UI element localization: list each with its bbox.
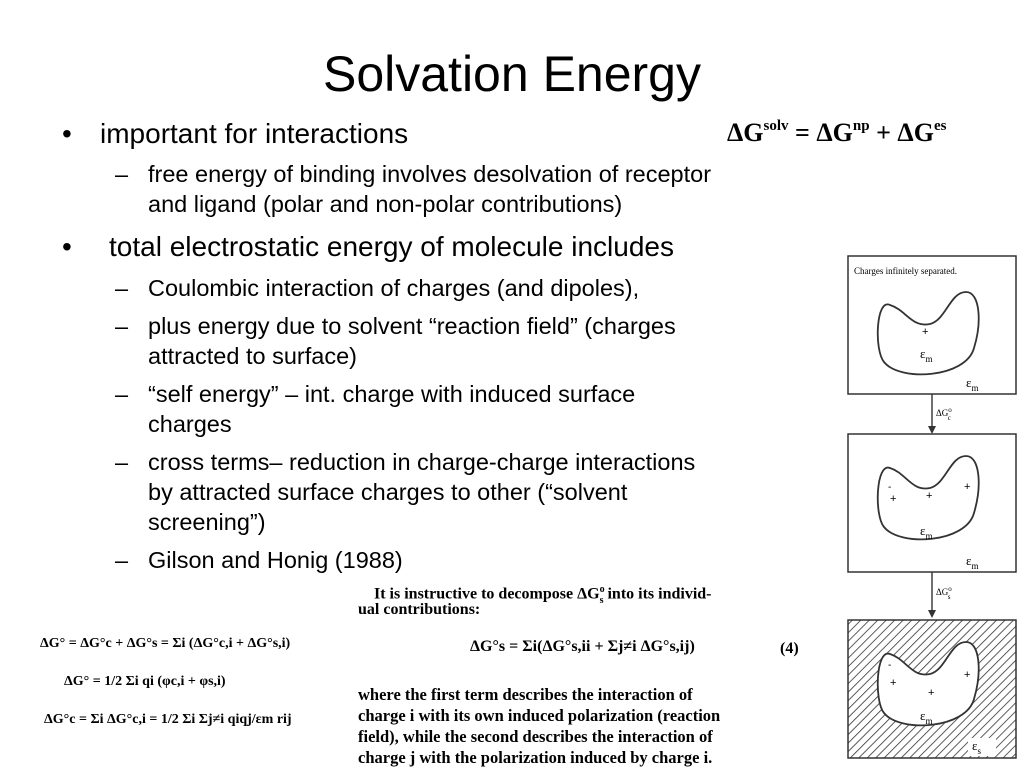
page-title: Solvation Energy <box>322 46 701 102</box>
sub-line: plus energy due to solvent “reaction field” (charges <box>148 313 676 339</box>
arrow-1-head <box>928 426 936 434</box>
charge-plus: + <box>964 481 971 493</box>
equation-4-number: (4) <box>780 640 799 657</box>
eps-m-label: $\varepsilon_m$ <box>920 708 933 726</box>
scan-sub: s <box>599 594 604 606</box>
dash: – <box>115 275 129 301</box>
dash: – <box>115 161 129 187</box>
bullet-1-text: important for interactions <box>100 118 409 149</box>
sub-line: Coulombic interaction of charges (and dipoles), <box>148 275 640 301</box>
charge-plus: + <box>928 687 935 699</box>
eps-m-outer-label: $\varepsilon_m$ <box>966 375 979 393</box>
dash: – <box>115 449 129 475</box>
arrow-1-label: $\Delta G^o$ c <box>936 406 952 422</box>
scan-text: It is instructive to decompose ΔG <box>374 585 600 603</box>
left-equation-3: ΔG°c = Σi ΔG°c,i = 1/2 Σi Σj≠i qiqj/εm rij <box>44 712 292 727</box>
dash: – <box>115 547 129 573</box>
eq-term: ΔG <box>727 118 764 147</box>
scan-paragraph <box>358 684 810 768</box>
box1-caption: Charges infinitely separated. <box>854 266 958 276</box>
sub-line: charges <box>148 411 232 437</box>
sub-line: by attracted surface charges to other (“solvent <box>148 479 628 505</box>
para-line: field), while the second describes the interaction of <box>358 727 713 746</box>
eq-term: ΔG <box>816 118 853 147</box>
bullet-dot: • <box>62 231 72 262</box>
charge-plus: + <box>890 677 897 689</box>
eps-m-outer-label: $\varepsilon_m$ <box>966 553 979 571</box>
charge-minus: - <box>888 660 892 671</box>
scan-sup: o <box>599 584 605 595</box>
para-line: where the first term describes the interaction of <box>358 685 693 704</box>
charge-plus: + <box>926 490 933 502</box>
para-line: charge i with its own induced polarization (reaction <box>358 706 721 725</box>
eq-term: ΔG <box>897 118 934 147</box>
charge-minus: - <box>888 482 892 493</box>
sub-line: attracted to surface) <box>148 343 357 369</box>
left-equation-1: ΔG° = ΔG°c + ΔG°s = Σi (ΔG°c,i + ΔG°s,i) <box>40 636 291 651</box>
charge-plus: + <box>890 493 897 505</box>
sub-line: cross terms– reduction in charge-charge interactions <box>148 449 696 475</box>
eq-sup: solv <box>763 118 789 134</box>
left-equation-2: ΔG° = 1/2 Σi qi (φc,i + φs,i) <box>64 674 226 689</box>
eq-plus: + <box>876 118 891 147</box>
sub-line: free energy of binding involves desolvation of receptor <box>148 161 712 187</box>
eq-sup: np <box>852 118 870 134</box>
arrow-2-label: $\Delta G^o$ s <box>936 585 952 601</box>
eps-s-label: $\varepsilon_s$ <box>972 738 981 756</box>
eq-sup: es <box>933 118 947 134</box>
solvation-diagram <box>840 250 1020 762</box>
sub-line: Gilson and Honig (1988) <box>148 547 403 573</box>
sub-line: and ligand (polar and non-polar contributions) <box>148 191 623 217</box>
solvation-equation <box>727 118 946 148</box>
charge-plus: + <box>964 669 971 681</box>
charge-plus: + <box>922 326 929 338</box>
bullet-dot: • <box>62 118 72 149</box>
bullet-2-text: total electrostatic energy of molecule includes <box>109 231 674 262</box>
eps-m-label: $\varepsilon_m$ <box>920 346 933 364</box>
dash: – <box>115 313 129 339</box>
eps-m-label: $\varepsilon_m$ <box>920 523 933 541</box>
scan-intro-line-2: ual contributions: <box>358 601 481 618</box>
dash: – <box>115 381 129 407</box>
sub-line: “self energy” – int. charge with induced surface <box>148 381 636 407</box>
sub-line: screening”) <box>148 509 266 535</box>
equation-4: ΔG°s = Σi(ΔG°s,ii + Σj≠i ΔG°s,ij) <box>470 638 695 655</box>
arrow-2-head <box>928 610 936 618</box>
eq-sign: = <box>795 118 810 147</box>
scan-text: into its individ- <box>603 585 712 603</box>
para-line: charge j with the polarization induced by charge i. <box>358 748 713 767</box>
